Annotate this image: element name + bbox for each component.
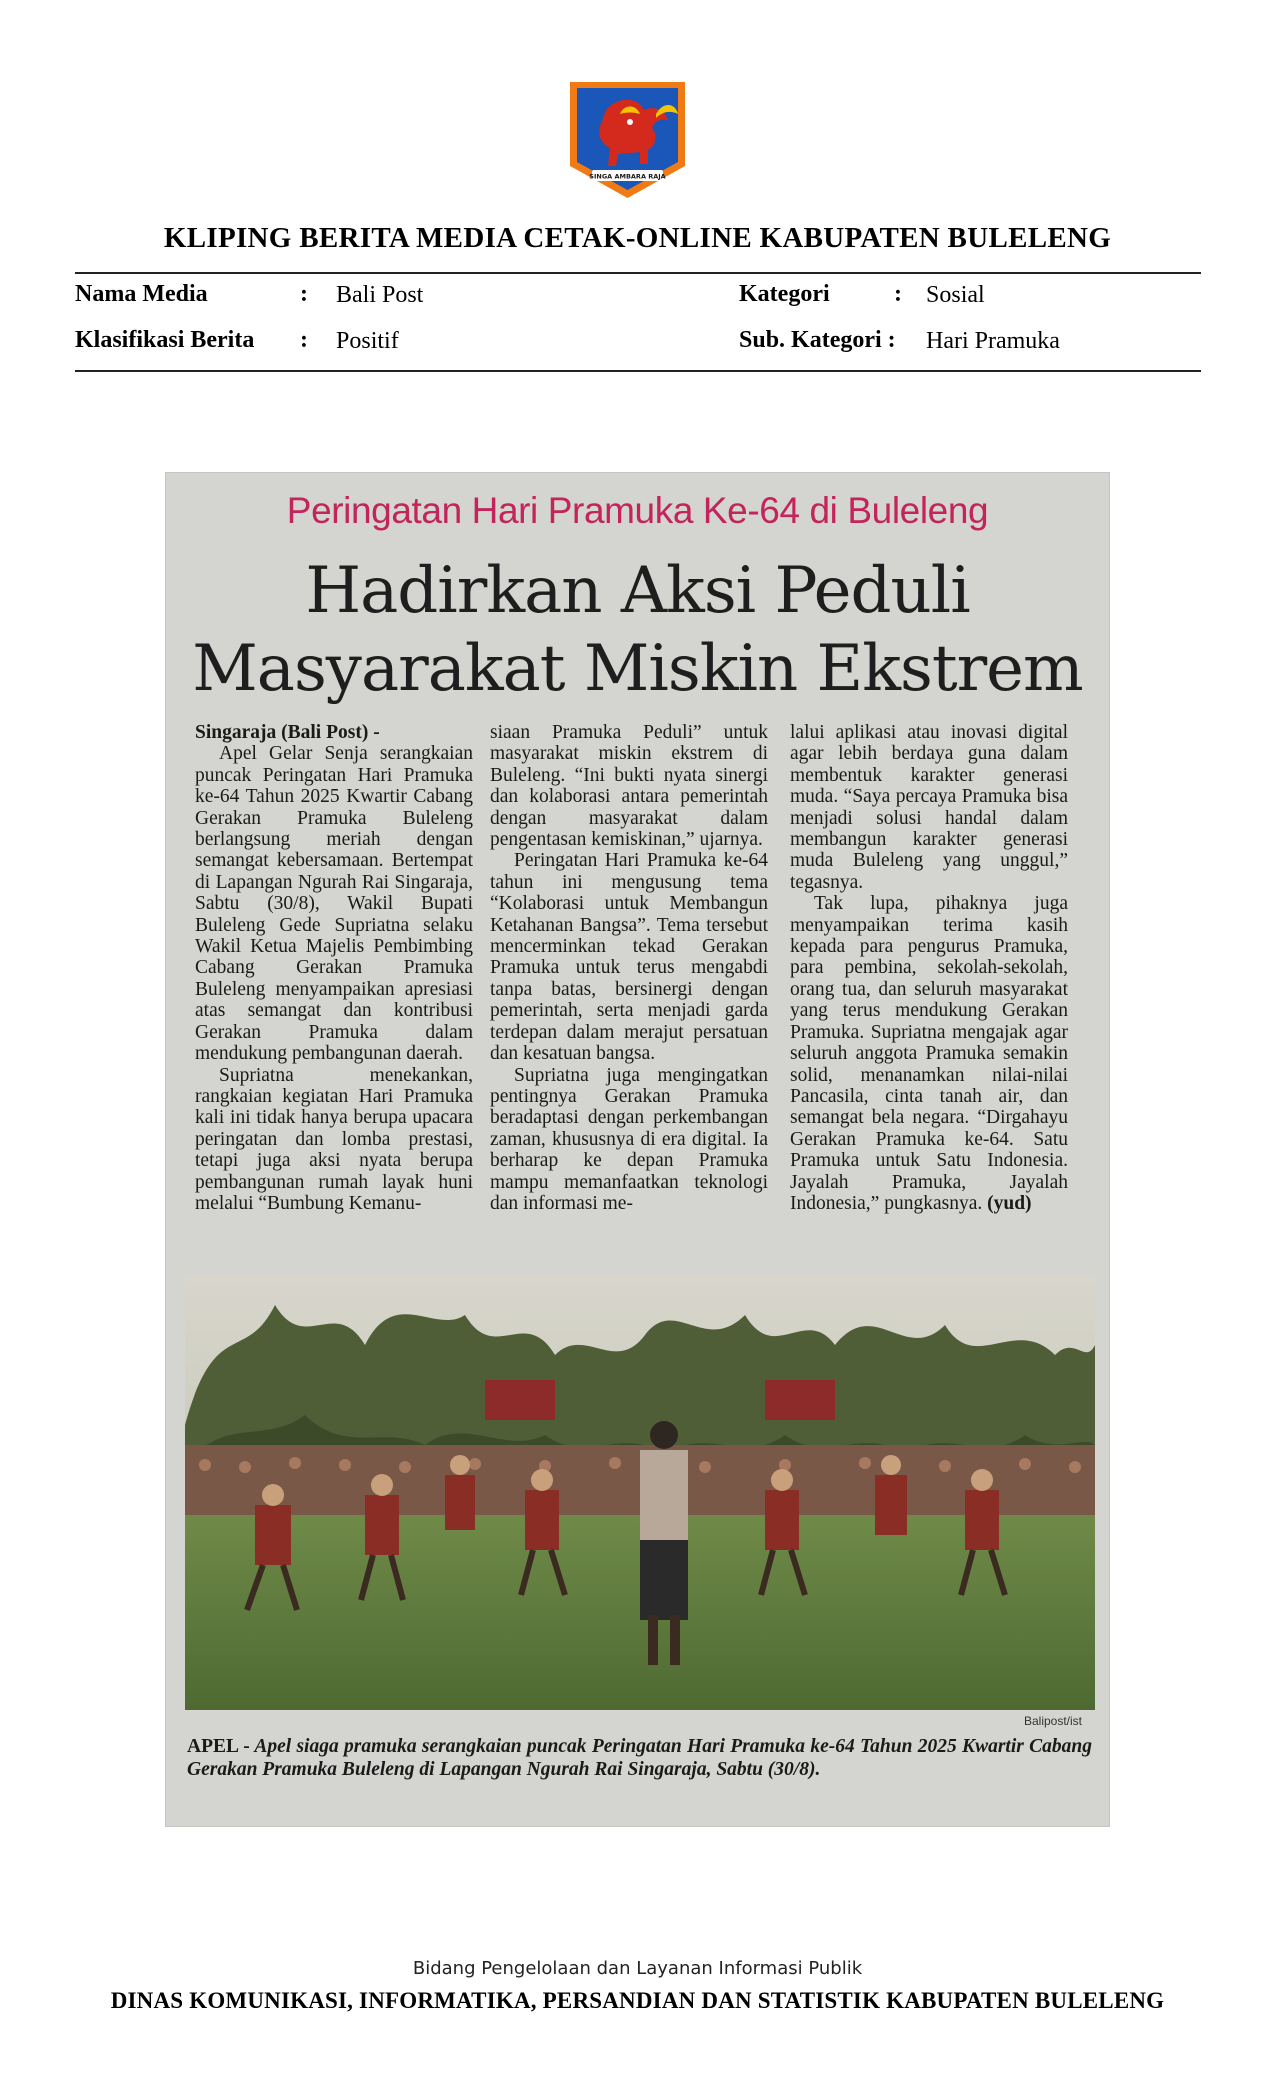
article-author: (yud) xyxy=(987,1192,1032,1214)
buleleng-logo xyxy=(560,74,695,204)
article-column-2 xyxy=(490,722,768,1214)
caption-lead: APEL - xyxy=(187,1736,250,1757)
article-paragraph: Supriatna menekankan, rangkaian kegiatan Hari Pramuka kali ini tidak hanya berupa upacara peringatan dan lomba prestasi, tetapi juga aksi nyata berupa pembangunan rumah layak huni melalui “Bumbung Kemanu- xyxy=(195,1064,473,1214)
article-byline: Singaraja (Bali Post) - xyxy=(195,722,380,743)
footer-agency: DINAS KOMUNIKASI, INFORMATIKA, PERSANDIAN DAN STATISTIK KABUPATEN BULELENG xyxy=(110,1988,1165,2013)
photo-caption xyxy=(187,1735,1092,1781)
media-value: Bali Post xyxy=(336,282,424,308)
header-rule-bottom xyxy=(75,370,1201,372)
media-separator: : xyxy=(300,281,308,307)
category-label: Kategori xyxy=(739,281,830,307)
svg-text:SINGA AMBARA RAJA: SINGA AMBARA RAJA xyxy=(589,172,666,181)
subcategory-label: Sub. Kategori : xyxy=(739,327,896,353)
article-paragraph: Peringatan Hari Pramuka ke-64 tahun ini mengusung tema “Kolaborasi untuk Membangun Ketahanan Bangsa”. Tema tersebut mencerminkan tekad Gerakan Pramuka untuk terus mengabdi tanpa batas, bersinergi dengan pemerintah, serta menjadi garda terdepan dalam merajut persatuan dan kesatuan bangsa. xyxy=(490,850,768,1065)
article-paragraph: Apel Gelar Senja serangkaian puncak Peringatan Hari Pramuka ke-64 Tahun 2025 Kwartir Cabang Gerakan Pramuka Buleleng berlangsung meriah dengan semangat kebersamaan. Bertempat di Lapangan Ngurah Rai Singaraja, Sabtu (30/8), Wakil Bupati Buleleng Gede Supriatna selaku Wakil Ketua Majelis Pembimbing Cabang Gerakan Pramuka Buleleng menyampaikan apresiasi atas semangat dan kontribusi Gerakan Pramuka dalam mendukung pembangunan daerah. xyxy=(195,743,473,1065)
article-column-3 xyxy=(790,722,1068,1214)
headline-line-2: Masyarakat Miskin Ekstrem xyxy=(192,632,1083,706)
category-value: Sosial xyxy=(926,282,985,308)
classification-separator: : xyxy=(300,327,308,353)
article-column-1 xyxy=(195,722,473,1214)
media-label: Nama Media xyxy=(75,281,208,307)
classification-label: Klasifikasi Berita xyxy=(75,327,255,353)
header-rule-top xyxy=(75,272,1201,274)
category-separator: : xyxy=(894,281,902,307)
photo-credit: Balipost/ist xyxy=(1023,1714,1082,1728)
article-paragraph: siaan Pramuka Peduli” untuk masyarakat miskin ekstrem di Buleleng. “Ini bukti nyata sinergi dan kolaborasi antara pemerintah dengan masyarakat dalam pengentasan kemiskinan,” ujarnya. xyxy=(490,722,768,851)
footer-department: Bidang Pengelolaan dan Layanan Informasi Publik xyxy=(412,1958,863,1979)
newspaper-clipping xyxy=(165,472,1110,1827)
headline-line-1: Hadirkan Aksi Peduli xyxy=(305,554,970,628)
classification-value: Positif xyxy=(336,328,399,354)
article-kicker: Peringatan Hari Pramuka Ke-64 di Buleleng xyxy=(286,490,989,531)
article-paragraph: lalui aplikasi atau inovasi digital agar lebih berdaya guna dalam membentuk karakter generasi muda. “Saya percaya Pramuka bisa menjadi solusi handal dalam membangun karakter generasi muda Buleleng yang unggul,” tegasnya. xyxy=(790,722,1068,893)
article-photo xyxy=(185,1275,1095,1710)
caption-text: Apel siaga pramuka serangkaian puncak Peringatan Hari Pramuka ke-64 Tahun 2025 Kwartir Cabang Gerakan Pramuka Buleleng di Lapangan Ngurah Rai Singaraja, Sabtu (30/8). xyxy=(187,1736,1092,1780)
subcategory-value: Hari Pramuka xyxy=(926,328,1060,354)
article-headline xyxy=(165,552,1110,708)
document-title: KLIPING BERITA MEDIA CETAK-ONLINE KABUPATEN BULELENG xyxy=(163,222,1112,254)
article-paragraph: Supriatna juga mengingatkan pentingnya Gerakan Pramuka beradaptasi dengan perkembangan zaman, khususnya di era digital. Ia berharap ke depan Pramuka mampu memanfaatkan teknologi dan informasi me- xyxy=(490,1064,768,1214)
article-paragraph xyxy=(790,893,1068,1214)
article-paragraph-text: Tak lupa, pihaknya juga menyampaikan terima kasih kepada para pengurus Pramuka, para pembina, sekolah-sekolah, orang tua, dan seluruh masyarakat yang terus mendukung Gerakan Pramuka. Supriatna mengajak agar seluruh anggota Pramuka semakin solid, menanamkan nilai-nilai Pancasila, cinta tanah air, dan semangat bela negara. “Dirgahayu Gerakan Pramuka ke-64. Satu Pramuka untuk Satu Indonesia. Jayalah Pramuka, Jayalah Indonesia,” pungkasnya. xyxy=(790,893,1068,1214)
